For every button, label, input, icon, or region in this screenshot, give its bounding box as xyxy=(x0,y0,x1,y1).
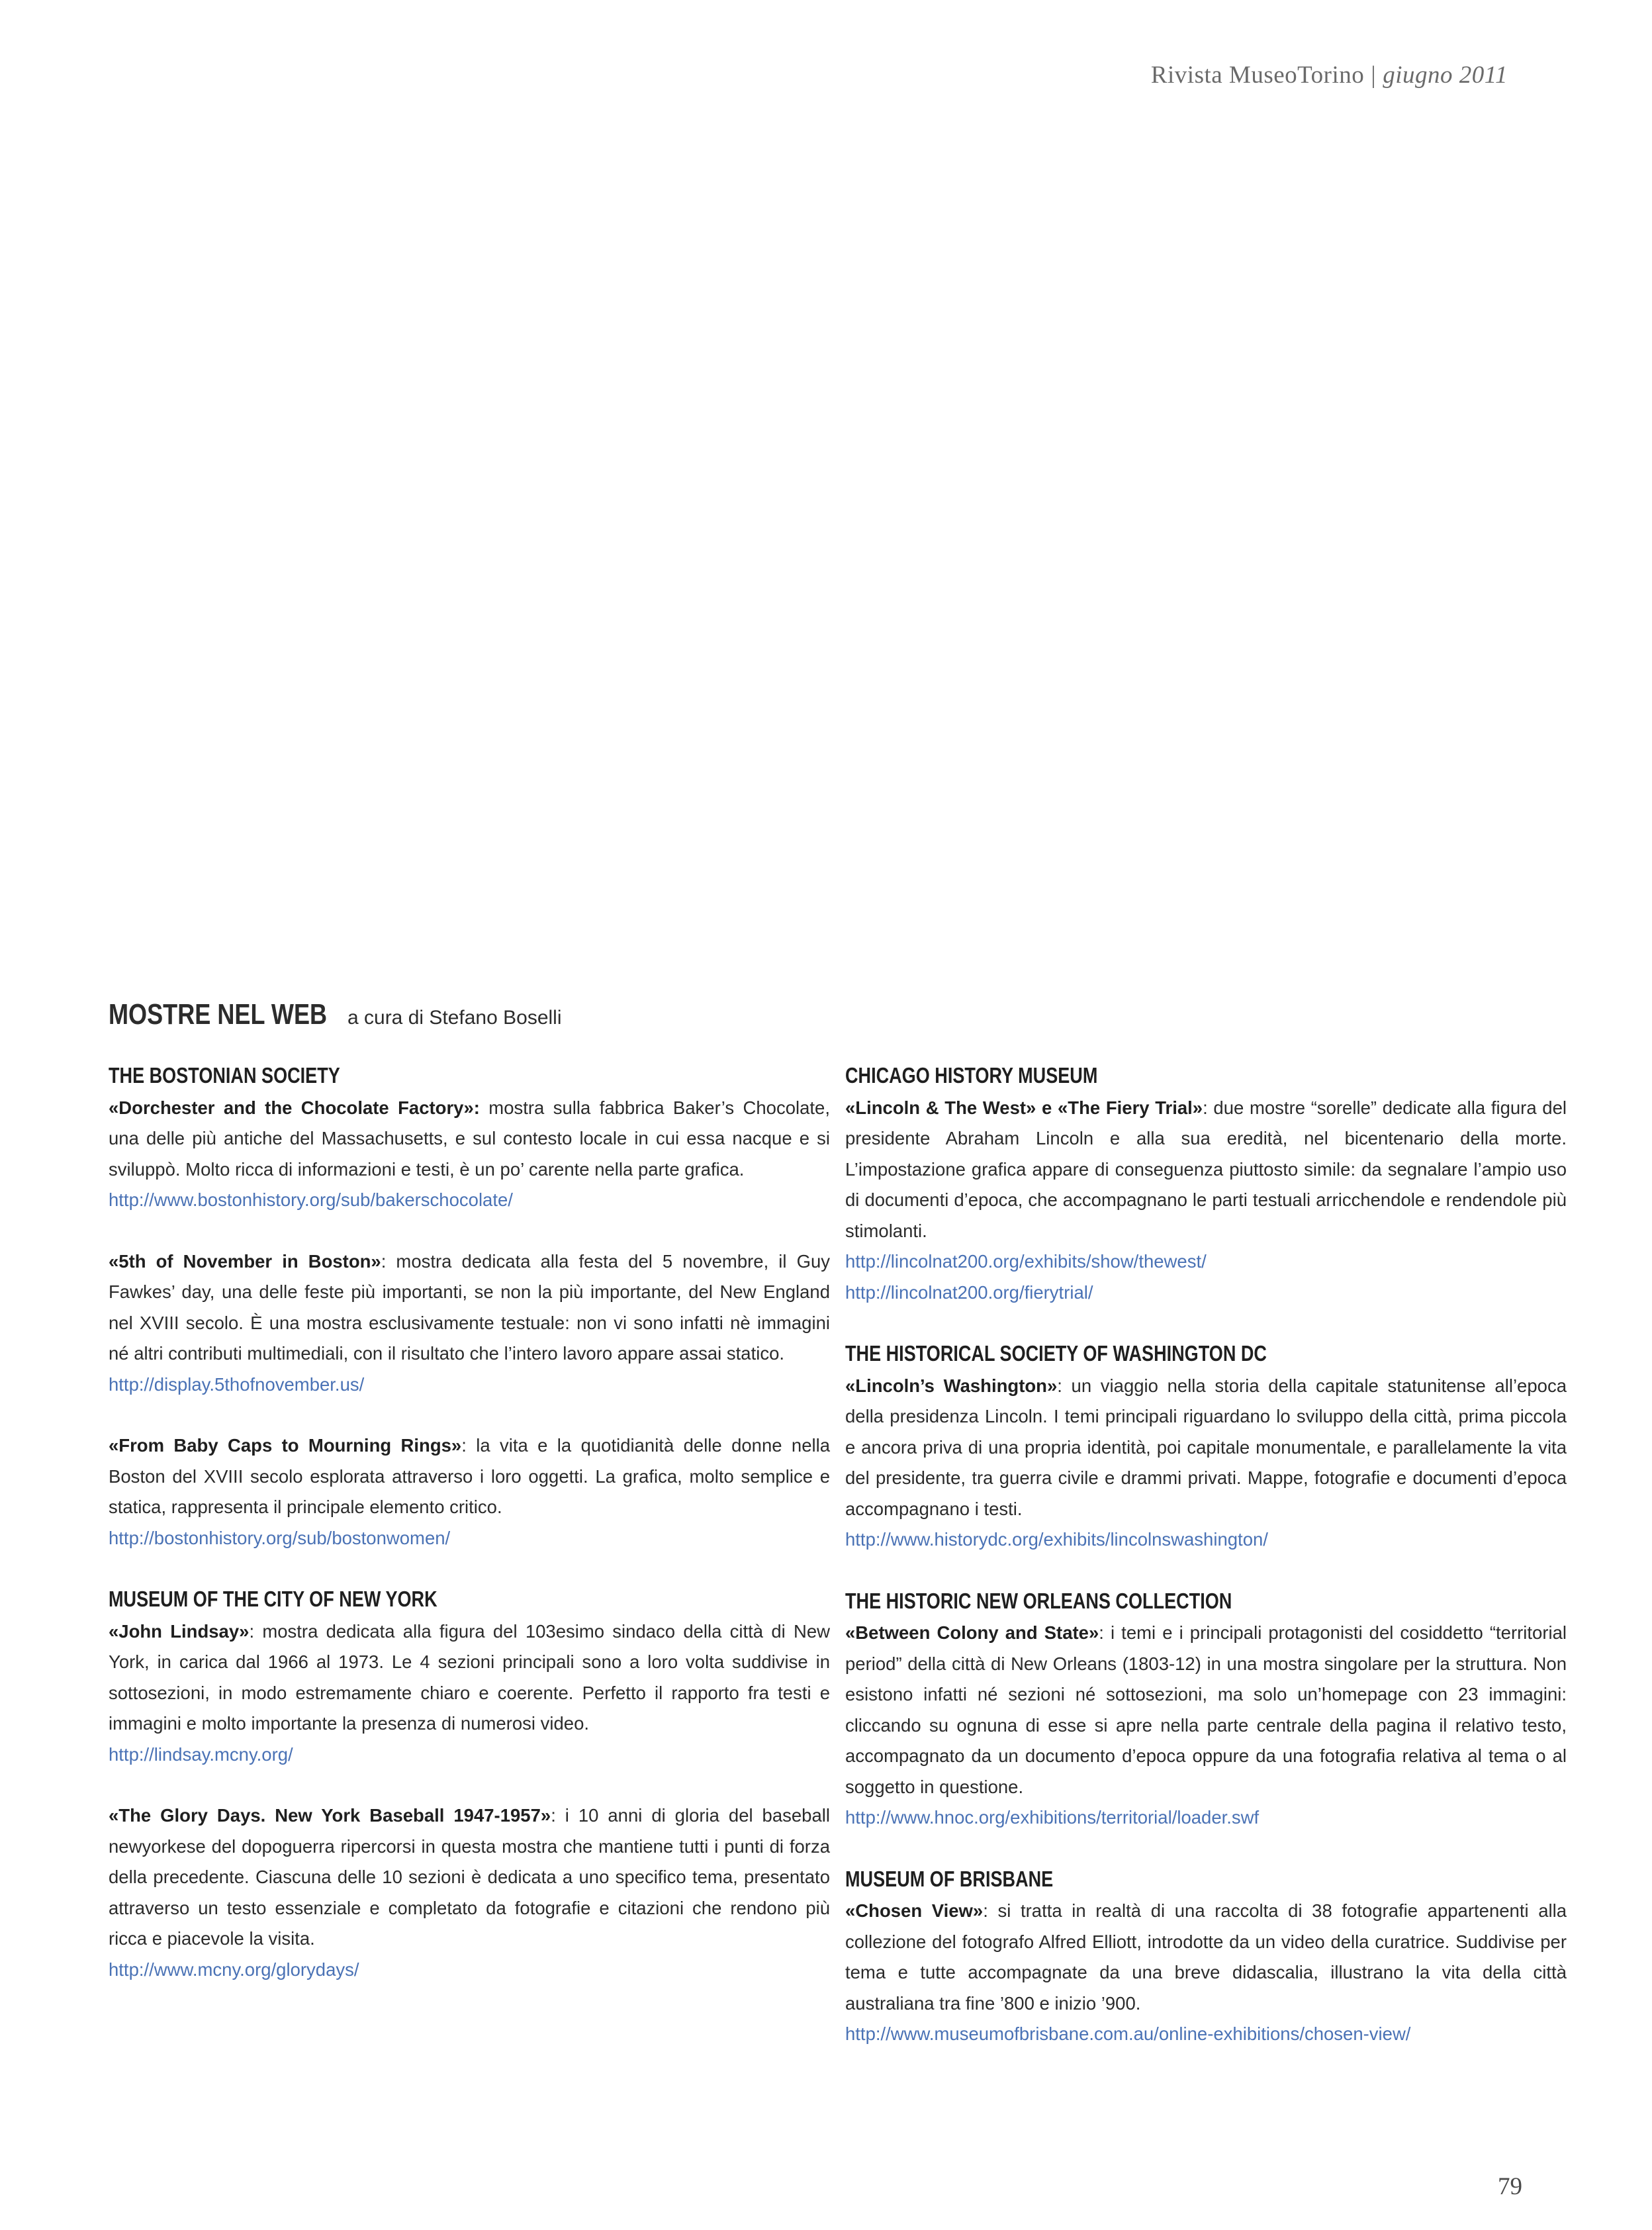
exhibition-entry xyxy=(109,1616,830,1771)
museum-name: CHICAGO HISTORY MUSEUM xyxy=(845,1063,1098,1088)
museum-name: THE HISTORICAL SOCIETY OF WASHINGTON DC xyxy=(845,1341,1267,1366)
exhibition-link[interactable]: http://www.museumofbrisbane.com.au/online-exhibitions/chosen-view/ xyxy=(845,2023,1411,2044)
exhibition-description xyxy=(109,1246,830,1370)
museum-historical-society-washington xyxy=(845,1338,1567,1556)
exhibition-entry xyxy=(845,1896,1567,2050)
exhibition-text: mostra sulla fabbrica Baker’s Chocolate, una delle più antiche del Massachusetts, e sul contesto locale in cui essa nacque e si sviluppò. Molto ricca di informazioni e testi, è un po’ carente nella parte grafica. xyxy=(109,1097,830,1180)
exhibition-link-secondary[interactable]: http://lincolnat200.org/fierytrial/ xyxy=(845,1281,1093,1303)
exhibition-title: «From Baby Caps to Mourning Rings» xyxy=(109,1435,462,1456)
exhibition-link[interactable]: http://lincolnat200.org/exhibits/show/thewest/ xyxy=(845,1251,1207,1272)
exhibition-entry xyxy=(845,1093,1567,1309)
exhibition-title: «John Lindsay» xyxy=(109,1620,250,1642)
exhibition-text: : i temi e i principali protagonisti del cosiddetto “territorial period” della città di New Orleans (1803-12) in una mostra singolare per la struttura. Non esistono infatti né sezioni né sottosezioni, ma solo un’homepage con 23 immagini: cliccando su ognuna di esse si apre nella parte centrale della pagina il relativo testo, accompagnato da un documento d’epoca oppure da una fotografia relativa al tema o al soggetto in questione. xyxy=(845,1622,1567,1797)
exhibition-title: «Between Colony and State» xyxy=(845,1622,1099,1643)
museum-bostonian-society xyxy=(109,1060,830,1554)
museum-of-brisbane xyxy=(845,1864,1567,2050)
exhibition-text: : due mostre “sorelle” dedicate alla figura del presidente Abraham Lincoln e alla sua eredità, nel bicentenario della morte. L’impostazione grafica appare di conseguenza piuttosto simile: da segnalare l’ampio uso di documenti d’epoca, che accompagnano le parti testuali arricchendole e rendendole più stimolanti. xyxy=(845,1097,1567,1241)
section-title: MOSTRE NEL WEB xyxy=(109,998,328,1031)
exhibition-title: «Lincoln & The West» e «The Fiery Trial» xyxy=(845,1097,1203,1118)
exhibition-title: «Lincoln’s Washington» xyxy=(845,1375,1058,1396)
exhibition-link[interactable]: http://www.bostonhistory.org/sub/bakerschocolate/ xyxy=(109,1189,513,1210)
exhibition-entry xyxy=(845,1371,1567,1556)
exhibition-text: : mostra dedicata alla figura del 103esimo sindaco della città di New York, in carica dal 1966 al 1973. Le 4 sezioni principali sono a loro volta suddivise in sottosezioni, in modo estremamente chiaro e coerente. Perfetto il rapporto fra testi e immagini e molto importante la presenza di numerosi video. xyxy=(109,1620,830,1734)
exhibition-title: «Chosen View» xyxy=(845,1900,984,1921)
exhibition-description xyxy=(109,1616,830,1740)
exhibition-description xyxy=(109,1800,830,1955)
exhibition-entry xyxy=(109,1093,830,1216)
exhibition-title: «The Glory Days. New York Baseball 1947-1957» xyxy=(109,1805,551,1826)
exhibition-entry xyxy=(109,1246,830,1401)
museum-name: THE HISTORIC NEW ORLEANS COLLECTION xyxy=(845,1588,1232,1613)
page-number: 79 xyxy=(1498,2173,1522,2200)
exhibition-description xyxy=(109,1093,830,1185)
issue-date: giugno 2011 xyxy=(1383,62,1508,89)
exhibition-entry xyxy=(109,1800,830,1985)
exhibition-link[interactable]: http://www.historydc.org/exhibits/lincolnswashington/ xyxy=(845,1529,1268,1550)
exhibition-description xyxy=(845,1371,1567,1525)
exhibition-title: «Dorchester and the Chocolate Factory»: xyxy=(109,1097,480,1118)
exhibition-entry xyxy=(845,1618,1567,1834)
museum-name: MUSEUM OF THE CITY OF NEW YORK xyxy=(109,1587,437,1611)
museum-historic-new-orleans xyxy=(845,1586,1567,1834)
section-curator: a cura di Stefano Boselli xyxy=(347,1007,562,1029)
museum-name: MUSEUM OF BRISBANE xyxy=(845,1866,1054,1891)
header-separator: | xyxy=(1371,62,1377,89)
exhibition-description xyxy=(109,1430,830,1523)
exhibition-description xyxy=(845,1618,1567,1802)
exhibition-text: : la vita e la quotidianità delle donne nella Boston del XVIII secolo esplorata attraverso i loro oggetti. La grafica, molto semplice e statica, rappresenta il principale elemento critico. xyxy=(109,1435,830,1517)
exhibition-text: : i 10 anni di gloria del baseball newyorkese del dopoguerra ripercorsi in questa mostra che mantiene tutti i punti di forza della precedente. Ciascuna delle 10 sezioni è dedicata a uno specifico tema, presentato attraverso un testo essenziale e completato da fotografie e citazioni che rendono più ricca e piacevole la visita. xyxy=(109,1805,830,1949)
exhibition-link[interactable]: http://www.hnoc.org/exhibitions/territorial/loader.swf xyxy=(845,1807,1260,1828)
exhibition-link[interactable]: http://bostonhistory.org/sub/bostonwomen/ xyxy=(109,1527,451,1548)
exhibition-text: : si tratta in realtà di una raccolta di 38 fotografie appartenenti alla collezione del fotografo Alfred Elliott, introdotte da un video della curatrice. Suddivise per tema e tutte accompagnate da una breve didascalia, illustrano la vita della città australiana tra fine ’800 e inizio ’900. xyxy=(845,1900,1567,2014)
exhibition-entry xyxy=(109,1430,830,1554)
exhibition-title: «5th of November in Boston» xyxy=(109,1250,381,1272)
museum-name: THE BOSTONIAN SOCIETY xyxy=(109,1063,340,1088)
section-heading xyxy=(109,998,562,1031)
right-column xyxy=(845,1060,1567,2050)
exhibition-link[interactable]: http://lindsay.mcny.org/ xyxy=(109,1743,293,1765)
running-head xyxy=(1151,61,1508,89)
museum-city-of-new-york xyxy=(109,1584,830,1985)
exhibition-description xyxy=(845,1896,1567,2019)
publication-name: Rivista MuseoTorino xyxy=(1150,62,1365,89)
exhibition-text: : mostra dedicata alla festa del 5 novembre, il Guy Fawkes’ day, una delle feste più importanti, se non la più importante, del New England nel XVIII secolo. È una mostra esclusivamente testuale: non vi sono infatti nè immagini né altri contributi multimediali, con il risultato che l’intero lavoro appare assai statico. xyxy=(109,1250,830,1364)
exhibition-description xyxy=(845,1093,1567,1247)
exhibition-text: : un viaggio nella storia della capitale statunitense all’epoca della presidenza Lincoln. I temi principali riguardano lo sviluppo della città, prima piccola e ancora priva di una propria identità, poi capitale monumentale, e parallelamente la vita del presidente, tra guerra civile e drammi privati. Mappe, fotografie e documenti d’epoca accompagnano i testi. xyxy=(845,1375,1567,1519)
museum-chicago-history xyxy=(845,1060,1567,1308)
exhibition-link[interactable]: http://display.5thofnovember.us/ xyxy=(109,1373,365,1395)
left-column xyxy=(109,1060,830,1985)
exhibition-link[interactable]: http://www.mcny.org/glorydays/ xyxy=(109,1959,359,1980)
